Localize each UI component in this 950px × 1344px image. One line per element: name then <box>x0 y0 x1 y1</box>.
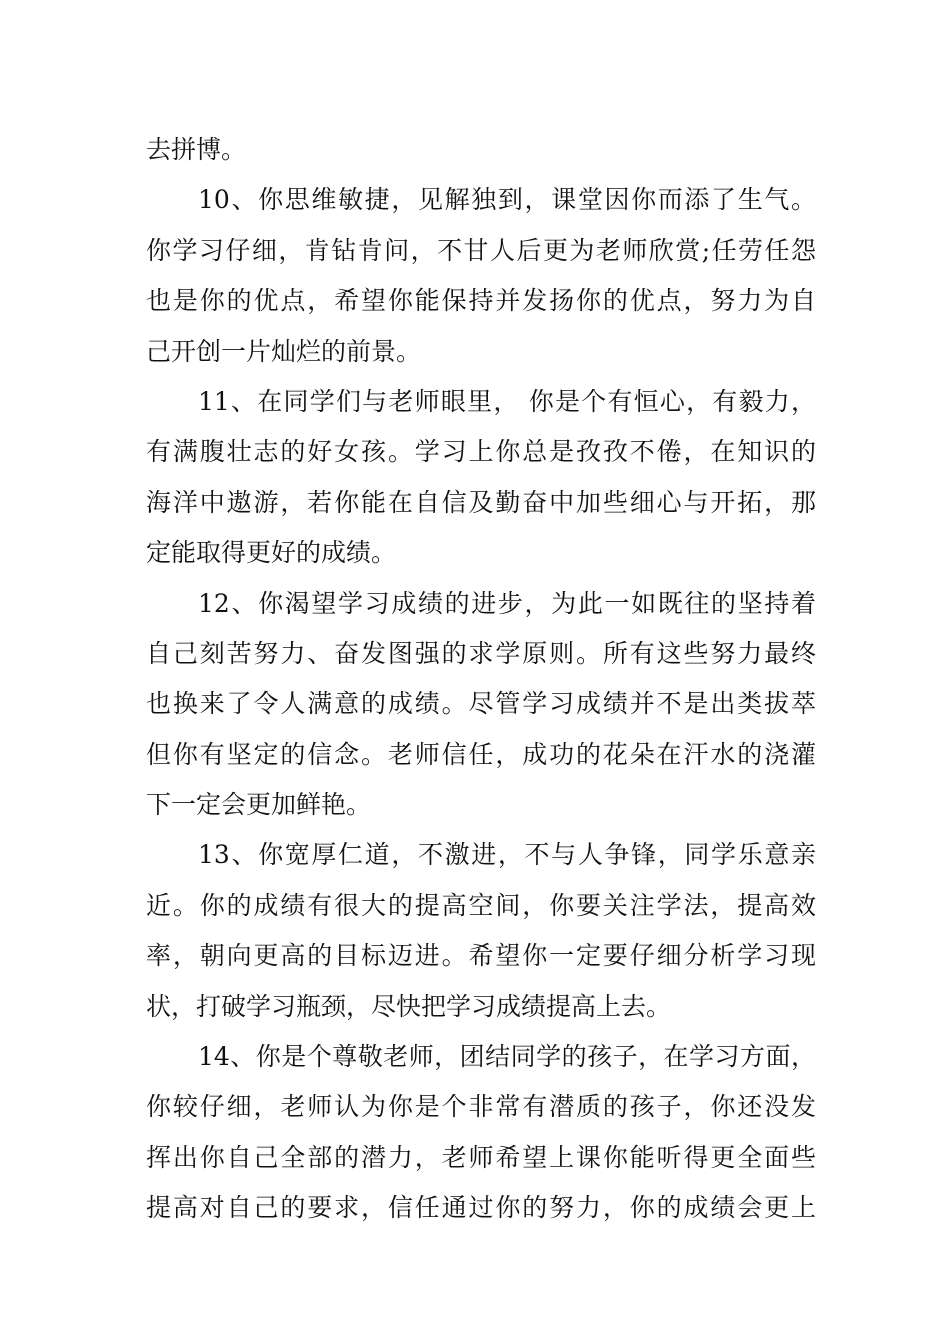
document-body <box>146 125 816 1234</box>
paragraph-line: 13、你宽厚仁道，不激进，不与人争锋，同学乐意亲 <box>198 840 816 870</box>
paragraph-line: 你较仔细，老师认为你是个非常有潜质的孩子，你还没发 <box>146 1092 816 1122</box>
paragraph-line: 12、你渴望学习成绩的进步，为此一如既往的坚持着 <box>198 588 816 618</box>
paragraph-line: 状，打破学习瓶颈，尽快把学习成绩提高上去。 <box>146 991 672 1021</box>
paragraph-line: 自己刻苦努力、奋发图强的求学原则。所有这些努力最终 <box>146 638 816 668</box>
paragraph-line: 下一定会更加鲜艳。 <box>146 790 372 820</box>
paragraph-line: 14、你是个尊敬老师，团结同学的孩子，在学习方面， <box>198 1042 816 1072</box>
paragraph-line: 己开创一片灿烂的前景。 <box>146 336 422 366</box>
paragraph-line: 但你有坚定的信念。老师信任，成功的花朵在汗水的浇灌 <box>146 739 816 769</box>
paragraph-line: 10、你思维敏捷，见解独到，课堂因你而添了生气。 <box>198 185 816 215</box>
paragraph-line: 提高对自己的要求，信任通过你的努力，你的成绩会更上 <box>146 1193 816 1223</box>
paragraph-line: 11、在同学们与老师眼里， 你是个有恒心，有毅力， <box>198 386 816 416</box>
paragraph-line: 有满腹壮志的好女孩。学习上你总是孜孜不倦，在知识的 <box>146 437 816 467</box>
paragraph-line: 挥出你自己全部的潜力，老师希望上课你能听得更全面些 <box>146 1142 816 1172</box>
paragraph-line: 率，朝向更高的目标迈进。希望你一定要仔细分析学习现 <box>146 941 816 971</box>
paragraph-line: 近。你的成绩有很大的提高空间，你要关注学法，提高效 <box>146 890 816 920</box>
paragraph-line: 也换来了令人满意的成绩。尽管学习成绩并不是出类拔萃 <box>146 689 816 719</box>
paragraph-line: 定能取得更好的成绩。 <box>146 538 397 568</box>
paragraph-line: 海洋中遨游，若你能在自信及勤奋中加些细心与开拓，那 <box>146 487 816 517</box>
paragraph-line: 去拼博。 <box>146 135 247 164</box>
paragraph-line: 也是你的优点，希望你能保持并发扬你的优点，努力为自 <box>146 286 816 316</box>
paragraph-line: 你学习仔细，肯钻肯问，不甘人后更为老师欣赏;任劳任怨 <box>146 235 816 265</box>
